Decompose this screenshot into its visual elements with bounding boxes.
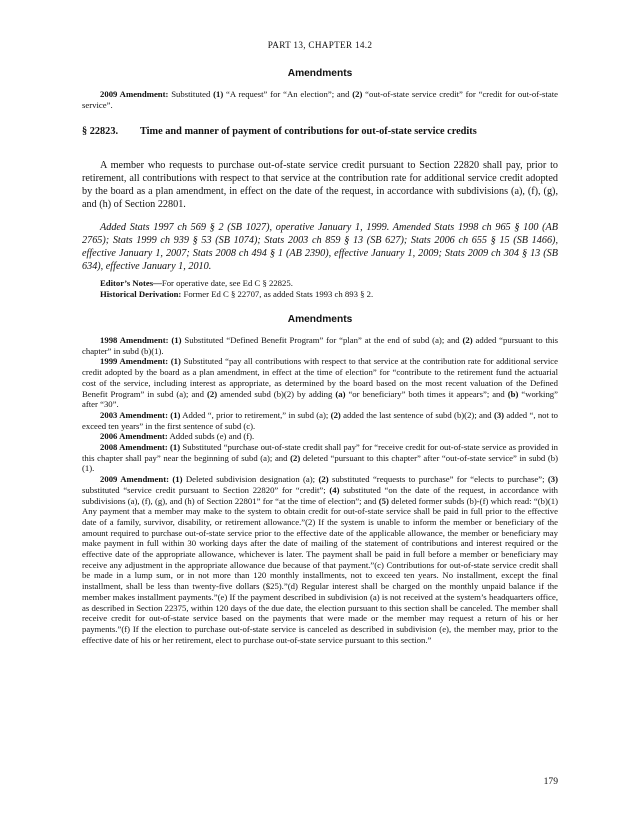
section-history: Added Stats 1997 ch 569 § 2 (SB 1027), operative January 1, 1999. Amended Stats 1998 ch 965 § 100 (AB 2765); Stats 1999 ch 939 § 53 (SB 1074); Stats 2003 ch 859 § 13 (SB 627); Stats 2006 ch 655 § 15 (SB 1466), effective January 1, 2007; Stats 2008 ch 494 § 1 (AB 2390), effective January 1, 2009; Stats 2009 ch 304 § 13 (SB 634), effective January 1, 2010. [82, 222, 558, 272]
amendment-paragraph-2009-prior: 2009 Amendment: Substituted (1) “A request” for “An election”; and (2) “out-of-state service credit” for “credit for out-of-state service”. [82, 89, 558, 110]
amendment-1998: 1998 Amendment: (1) Substituted “Defined Benefit Program” for “plan” at the end of subd (a); and (2) added “pursuant to this chapter” in subd (b)(1). [82, 335, 558, 356]
running-head: PART 13, CHAPTER 14.2 [267, 40, 373, 50]
amendments-heading-2: Amendments [287, 314, 353, 325]
section-heading [82, 126, 558, 137]
amendment-2003: 2003 Amendment: (1) Added “, prior to retirement,” in subd (a); (2) added the last sentence of subd (b)(2); and (3) added “, not to exceed ten years” in the first sentence of subd (c). [82, 409, 559, 431]
section-body: A member who requests to purchase out-of-state service credit pursuant to Section 22820 shall pay, prior to retirement, all contributions with respect to that service at the contribution rate for additional service credit adopted by the board as a plan amendment, in effect on the date of the request, in accordance with subdivisions (a), (f), (g), and (h) of Section 22801. [82, 160, 558, 210]
amendments-heading: Amendments [287, 68, 353, 79]
section-number: § 22823. [82, 126, 119, 137]
editors-notes: Editor’s Notes—For operative date, see Ed C § 22825. Historical Derivation: Former Ed C § 22707, as added Stats 1993 ch 893 § 2. [100, 278, 374, 299]
section-title: Time and manner of payment of contributions for out-of-state service credits [140, 126, 477, 137]
amendment-2008: 2008 Amendment: (1) Substituted “purchase out-of-state credit shall pay” for “receive credit for out-of-state service as provided in this chapter shall pay” near the beginning of subd (a); and (2) deleted “pursuant to this chapter” after “out-of-state service” in subd (b)(1). [82, 442, 558, 474]
amendment-2009: 2009 Amendment: (1) Deleted subdivision designation (a); (2) substituted “requests to purchase” for “elects to purchase”; (3) substituted “service credit pursuant to Section 22820” for “credit”; (4) substituted “on the date of the request, in accordance with subdivisions (a), (f), (g), and (h) of Section 22801” for “at the time of election”; and (5) deleted former subds (b)-(f) which read: “(b)(1) Any payment that a member may make to the system to obtain credit for out-of-state service shall be paid in full prior to the effective date of a family, survivor, disability, or retirement allowance.”(2) If the system is unable to inform the member or beneficiary of the amount required to purchase out-of-state service prior to the effective date of the applicable allowance, the member or beneficiary may make payment in full within 30 working days after the date of mailing of the statement of contributions and interest required or the effective date of the appropriate allowance, whichever is later. The payment shall be paid in full before a member or beneficiary may receive any adjustment in the appropriate allowance due because of that payment.”(c) Contributions for out-of-state service credit shall be made in a lump sum, or in not more than 120 monthly installments, not to exceed ten years. No installment, except the final installment, shall be less than twenty-five dollars ($25).”(d) Regular interest shall be charged on the monthly unpaid balance if the member makes installment payments.”(e) If the payment described in subdivision (a) is not received at the system’s headquarters office, as described in Section 22375, within 120 days of the due date, the election pursuant to this section shall be canceled. The member shall receive credit for out-of-state service based on the payments that were made or the member may request a return of his or her payments.”(f) If the election to purchase out-of-state service is canceled as described in subdivision (e), the member may, prior to the effective date of his or her retirement, elect to purchase out-of-state service pursuant to this section.” [82, 474, 559, 645]
amendment-1999: 1999 Amendment: (1) Substituted “pay all contributions with respect to that service at the contribution rate for additional service credit adopted by the board as a plan amendment, in effect at the time of election” for “contribute to the retirement fund the actuarial cost of the service, including interest as appropriate, as determined by the board based on the most recent valuation of the Defined Benefit Program” in subd (a); and (2) amended subd (b)(2) by adding (a) “or beneficiary” both times it appears”; and (b) “working” after “30”. [82, 356, 559, 410]
amendments-list [82, 335, 558, 645]
page-number: 179 [543, 776, 558, 787]
amendment-2006: 2006 Amendment: Added subds (e) and (f). [100, 431, 255, 442]
